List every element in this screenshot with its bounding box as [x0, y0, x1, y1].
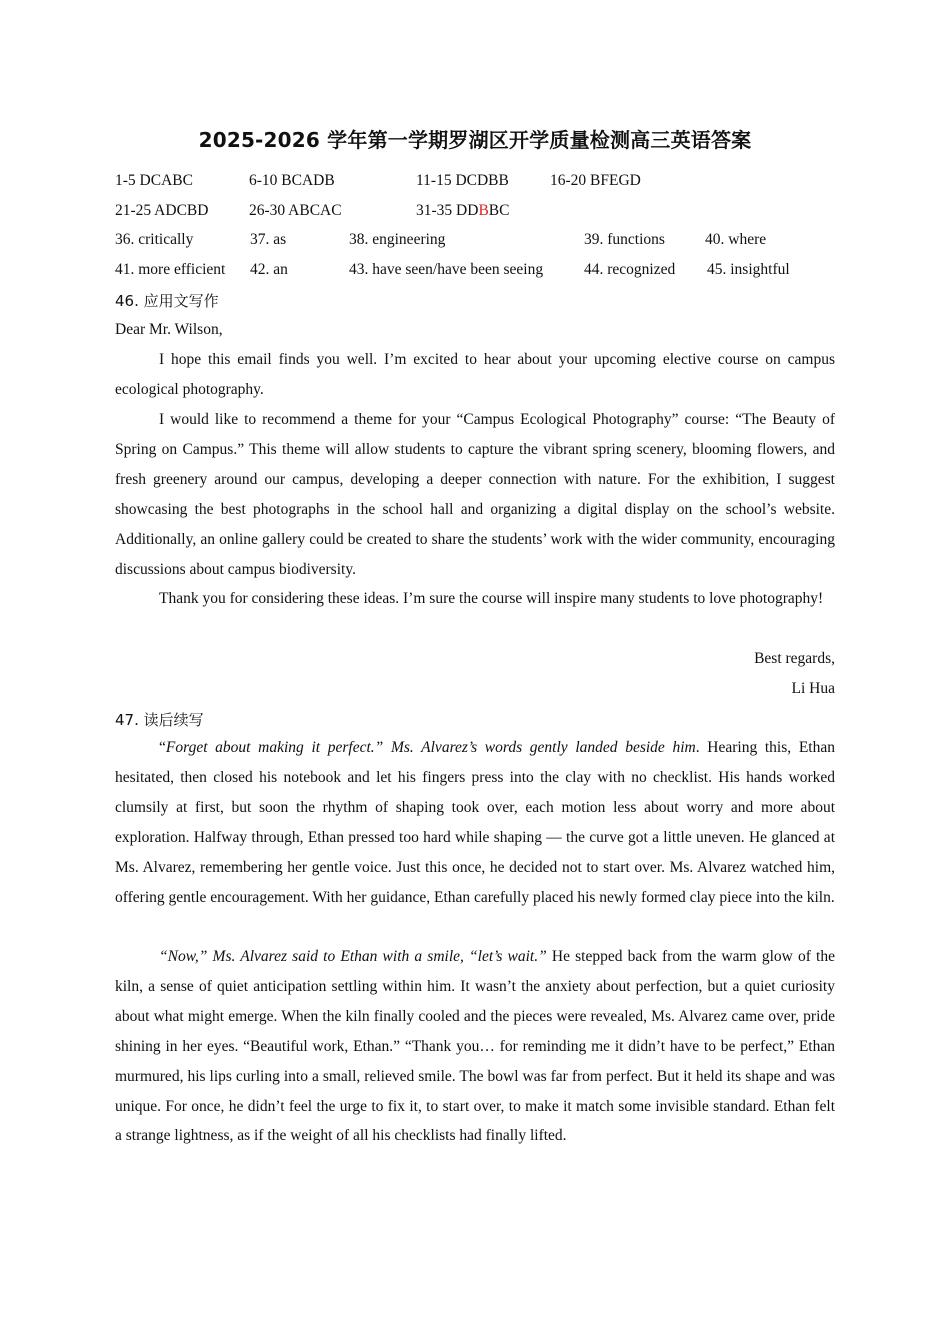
answer-26-30: 26-30 ABCAC [249, 202, 342, 219]
answer-row-2 [115, 202, 835, 224]
q47-p1-open-quote: “ [159, 739, 166, 756]
answer-11-15: 11-15 DCDBB [416, 172, 509, 189]
q46-heading: 46. 应用文写作 [115, 292, 219, 310]
answer-41: 41. more efficient [115, 261, 226, 278]
answer-row-4 [115, 261, 835, 283]
q47-p2-text: He stepped back from the warm glow of the kiln, a sense of quiet anticipation settling within him. It wasn’t the anxiety about perfection, but a quiet curiosity about what might emerge. When the kiln finally cooled and the pieces were revealed, Ms. Alvarez came over, pride shining in her eyes. “Beautiful work, Ethan.” “Thank you… for reminding me it didn’t have to be perfect,” Ethan murmured, his lips curling into a small, relieved smile. The bowl was far from perfect. But it held its shape and was unique. For once, he didn’t feel the urge to fix it, to start over, to make it match some invisible standard. Ethan felt a strange lightness, as if the weight of all his checklists had finally lifted. [115, 948, 835, 1145]
answer-38: 38. engineering [349, 231, 446, 248]
answer-6-10: 6-10 BCADB [249, 172, 335, 189]
q47-p1-italic: Forget about making it perfect.” Ms. Alvarez’s words gently landed beside him [165, 739, 696, 756]
q47-p1-text: . Hearing this, Ethan hesitated, then closed his notebook and let his fingers press into the clay with no checklist. His hands worked clumsily at first, but soon the rhythm of shaping took over, each motion less about worry and more about exploration. Halfway through, Ethan pressed too hard while shaping — the curve got a little uneven. He glanced at Ms. Alvarez, remembering her gentle voice. Just this once, he decided not to start over. Ms. Alvarez watched him, offering gentle encouragement. With her guidance, Ethan carefully placed his newly formed clay piece into the kiln. [115, 739, 835, 906]
answer-37: 37. as [250, 231, 287, 248]
answer-43: 43. have seen/have been seeing [349, 261, 544, 278]
q46-closing: Best regards, [754, 650, 835, 667]
answer-45: 45. insightful [707, 261, 790, 278]
q47-heading: 47. 读后续写 [115, 711, 204, 729]
answer-36: 36. critically [115, 231, 194, 248]
q46-paragraph-2: I would like to recommend a theme for your “Campus Ecological Photography” course: “The Beauty of Spring on Campus.” This theme will allow students to capture the vibrant spring scenery, blooming flowers, and fresh greenery around our campus, developing a deeper connection with nature. For the exhibition, I suggest showcasing the best photographs in the school hall and organizing a digital display on the school’s website. Additionally, an online gallery could be created to share the students’ work with the wider community, encouraging discussions about campus biodiversity. [115, 411, 835, 578]
q46-paragraph-1: I hope this email finds you well. I’m excited to hear about your upcoming elective course on campus ecological photography. [115, 351, 835, 398]
answer-39: 39. functions [584, 231, 665, 248]
answer-31-35-suffix: BC [488, 202, 510, 219]
answer-31-35-prefix: 31-35 DD [416, 202, 479, 219]
answer-31-35 [416, 202, 509, 220]
answer-42: 42. an [250, 261, 288, 278]
answer-row-1 [115, 172, 835, 194]
answer-21-25: 21-25 ADCBD [115, 202, 209, 219]
answer-44: 44. recognized [584, 261, 676, 278]
answer-row-3 [115, 231, 835, 253]
q47-paragraph-2 [115, 942, 835, 1151]
q46-salutation: Dear Mr. Wilson, [115, 321, 223, 338]
answer-40: 40. where [705, 231, 767, 248]
q46-signature: Li Hua [791, 680, 835, 697]
q47-p2-italic: “Now,” Ms. Alvarez said to Ethan with a smile, “let’s wait.” [159, 948, 547, 965]
answer-31-35-highlight: B [478, 202, 489, 219]
page-title: 2025-2026 学年第一学期罗湖区开学质量检测高三英语答案 [198, 128, 752, 152]
q47-paragraph-1 [115, 733, 835, 912]
answer-1-5: 1-5 DCABC [115, 172, 193, 189]
q46-paragraph-3: Thank you for considering these ideas. I’m sure the course will inspire many students to love photography! [159, 590, 824, 607]
answer-16-20: 16-20 BFEGD [550, 172, 641, 189]
